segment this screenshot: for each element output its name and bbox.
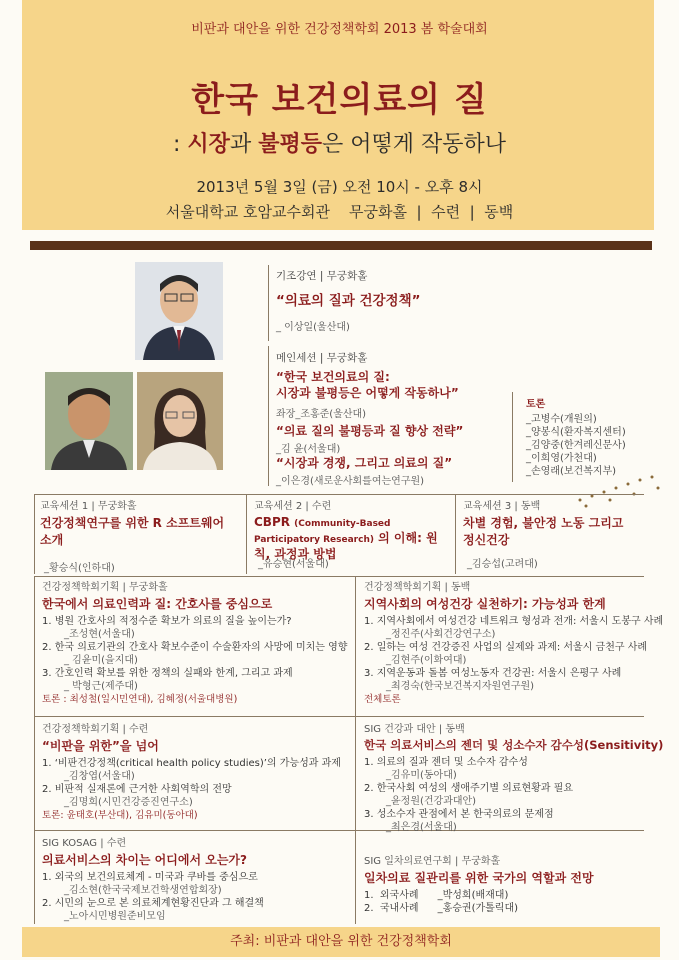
event-date: 2013년 5월 3일 (금) 오전 10시 - 오후 8시 (196, 178, 483, 196)
block-3-item: 1. ‘비판건강정책(critical health policy studies)’의 가능성과 과제 (42, 758, 341, 769)
keynote-divider (268, 265, 269, 341)
block-3-label: 건강정책학회기획 | 수련 (42, 724, 149, 735)
session-block-2 (364, 578, 664, 706)
block-1-item: 3. 간호인력 확보를 위한 정책의 실패와 한계, 그리고 과제 (42, 668, 293, 679)
block-2-item: 2. 일하는 여성 건강증진 사업의 실제와 과제: 서울시 금천구 사례 (364, 642, 648, 653)
block-2-discussants: 전체토론 (364, 694, 401, 705)
block-1-speaker: _조성현(서울대) (64, 629, 135, 640)
block-4-item: 3. 성소수자 관점에서 본 한국의료의 문제점 (364, 809, 554, 820)
row-line-2 (34, 716, 644, 717)
panel-discussion (526, 398, 626, 478)
conference-subtitle: 비판과 대안을 위한 건강정책학회 2013 봄 학술대회 (191, 22, 488, 37)
block-5-title: 의료서비스의 차이는 어디에서 오는가? (42, 853, 247, 867)
session-block-5 (42, 834, 352, 923)
main-talk-1-line-2: 시장과 불평등은 어떻게 작동하나” (276, 386, 459, 400)
panel-member: _양봉식(환자복지센터) (526, 427, 626, 438)
edu-divider-2 (246, 494, 247, 574)
speaker-photo-2 (137, 372, 223, 470)
edu-session-1-label: 교육세션 1 | 무궁화홀 (40, 501, 137, 512)
block-4-item: 2. 한국사회 여성의 생애주기별 의료현황과 필요 (364, 783, 573, 794)
block-6-item: 2. 국내사례 _홍승권(가톨릭대) (364, 903, 519, 914)
block-1-label: 건강정책학회기획 | 무궁화홀 (42, 582, 168, 593)
session-block-4 (364, 720, 664, 834)
panel-member: _김양중(한겨레신문사) (526, 440, 626, 451)
edu-session-2-speaker: _유승현(서울대) (258, 559, 329, 570)
block-4-item: 1. 의료의 질과 젠더 및 소수자 감수성 (364, 757, 528, 768)
block-2-speaker: _최경숙(한국보건복지자원연구원) (386, 681, 535, 692)
edu-top-line (34, 494, 644, 495)
block-5-label: SIG KOSAG | 수련 (42, 838, 127, 849)
main-talk-1-line-1: “한국 보건의료의 질: (276, 370, 390, 384)
main-speaker-2: _김 윤(서울대) (276, 444, 341, 455)
block-6-label: SIG 일차의료연구회 | 무궁화홀 (364, 856, 501, 867)
edu-session-2-label: 교육세션 2 | 수련 (254, 501, 332, 512)
block-1-speaker: _ 김윤미(을지대) (64, 655, 138, 666)
block-1-discussants: 토론 : 최성철(일시민연대), 김혜정(서울대병원) (42, 694, 238, 705)
main-moderator: 좌장_조홍준(울산대) (276, 409, 367, 420)
panel-title: 토론 (526, 399, 546, 410)
main-talk-3: “시장과 경쟁, 그리고 의료의 질” (276, 456, 453, 470)
block-1-item: 1. 병원 간호사의 적정수준 확보가 의료의 질을 높이는가? (42, 616, 292, 627)
block-2-speaker: _정진주(사회건강연구소) (386, 629, 496, 640)
session-block-6 (364, 852, 664, 915)
block-3-discussants: 토론: 윤태호(부산대), 김유미(동아대) (42, 810, 198, 821)
edu-session-3-title: 차별 경험, 불안정 노동 그리고 정신건강 (463, 516, 624, 547)
main-talk-2: “의료 질의 불평등과 질 향상 전략” (276, 424, 464, 438)
page-title: 한국 보건의료의 질 (191, 80, 488, 120)
block-5-speaker: _김소현(한국국제보건학생연합회장) (64, 885, 222, 896)
edu-divider-1 (34, 494, 35, 574)
event-venue: 서울대학교 호암교수회관 무궁화홀 | 수련 | 동백 (165, 203, 514, 221)
divider-bar (30, 241, 652, 250)
block-3-item: 2. 비판적 실재론에 근거한 사회역학의 전망 (42, 784, 232, 795)
main-session-divider (268, 346, 269, 486)
block-1-item: 2. 한국 의료기관의 간호사 확보수준이 수술환자의 사망에 미치는 영향 (42, 642, 348, 653)
block-3-speaker: _김창엽(서울대) (64, 771, 135, 782)
block-2-item: 3. 지역운동과 돌봄 여성노동자 건강권: 서울시 은평구 사례 (364, 668, 622, 679)
main-session-label: 메인세션 | 무궁화홀 (276, 352, 368, 364)
block-3-speaker: _김명희(시민건강증진연구소) (64, 797, 193, 808)
row-line-1 (34, 576, 644, 577)
organizer-footer: 주최: 비판과 대안을 위한 건강정책학회 (22, 927, 660, 957)
panel-member: _고병수(개원의) (526, 414, 597, 425)
page-subtitle: : 시장과 불평등은 어떻게 작동하나 (173, 132, 506, 157)
main-speaker-3: _이은경(새로운사회를여는연구원) (276, 476, 425, 487)
block-2-speaker: _김현주(이화여대) (386, 655, 467, 666)
edu-session-2 (254, 497, 452, 572)
speaker-photo-1 (45, 372, 133, 470)
edu-session-1 (40, 497, 240, 572)
block-4-speaker: _김유미(동아대) (386, 770, 457, 781)
edu-session-3 (463, 497, 658, 572)
keynote-speaker: _ 이상일(울산대) (276, 322, 350, 333)
block-5-item: 2. 시민의 눈으로 본 의료체계현황진단과 그 해결책 (42, 898, 264, 909)
block-2-title: 지역사회의 여성건강 실천하기: 가능성과 한계 (364, 597, 606, 611)
session-block-3 (42, 720, 352, 822)
block-6-title: 일차의료 질관리를 위한 국가의 역할과 전망 (364, 871, 594, 885)
block-2-item: 1. 지역사회에서 여성건강 네트워크 형성과 전개: 서울시 도봉구 사례 (364, 616, 664, 627)
block-1-speaker: _ 박형근(제주대) (64, 681, 138, 692)
block-2-label: 건강정책학회기획 | 동백 (364, 582, 471, 593)
edu-session-3-speaker: _김승섭(고려대) (467, 559, 538, 570)
block-6-item: 1. 외국사례 _박성희(배재대) (364, 890, 509, 901)
edu-session-2-title: CBPR (Community-Based Participatory Research) 의 이해: 원칙, 과정과 방법 (254, 515, 438, 561)
keynote-speaker-photo (135, 262, 223, 360)
edu-session-3-label: 교육세션 3 | 동백 (463, 501, 541, 512)
block-5-speaker: _노아시민병원준비모임 (64, 911, 166, 922)
column-divider (355, 576, 356, 924)
left-border (34, 576, 35, 924)
keynote-talk-title: “의료의 질과 건강정책” (276, 293, 421, 309)
panel-member: _손영래(보건복지부) (526, 466, 617, 477)
block-4-title: 한국 의료서비스의 젠더 및 성소수자 감수성(Sensitivity) (364, 738, 664, 752)
block-3-title: “비판을 위한”을 넘어 (42, 739, 159, 753)
block-4-speaker: _최은경(서울대) (386, 822, 457, 833)
edu-divider-3 (455, 494, 456, 574)
block-4-label: SIG 건강과 대안 | 동백 (364, 724, 465, 735)
session-block-1 (42, 578, 352, 706)
edu-session-1-title: 건강정책연구를 위한 R 소프트웨어 소개 (40, 516, 225, 547)
block-5-item: 1. 외국의 보건의료체계 - 미국과 쿠바를 중심으로 (42, 872, 258, 883)
block-4-speaker: _윤정원(건강과대안) (386, 796, 477, 807)
panel-member: _이희영(가천대) (526, 453, 597, 464)
edu-session-1-speaker: _황승식(인하대) (44, 563, 115, 574)
block-1-title: 한국에서 의료인력과 질: 간호사를 중심으로 (42, 597, 273, 611)
panel-divider (512, 392, 513, 482)
keynote-label: 기조강연 | 무궁화홀 (276, 270, 368, 282)
